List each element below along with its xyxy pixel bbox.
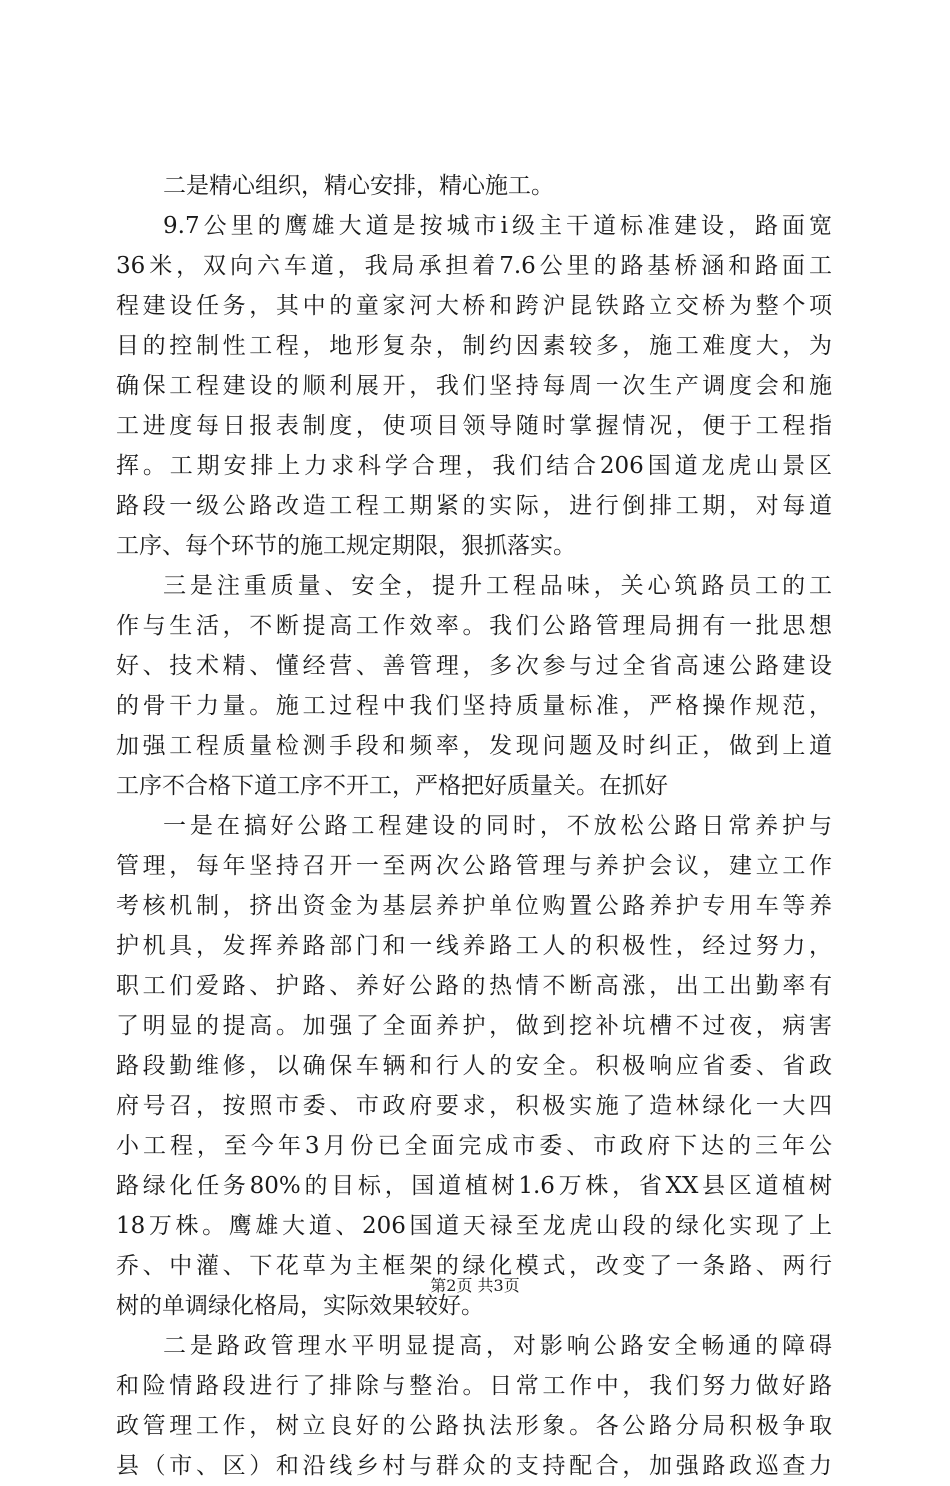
paragraph	[116, 206, 832, 566]
text-line: 二是路政管理水平明显提高，对影响公路安全畅通的障碍	[163, 1333, 832, 1359]
text-line: 挥。工期安排上力求科学合理，我们结合206国道龙虎山景区	[116, 453, 832, 479]
text-line: 县（市、区）和沿线乡村与群众的支持配合，加强路政巡查力	[116, 1453, 832, 1479]
paragraph	[116, 1326, 832, 1486]
text-line: 小工程，至今年3月份已全面完成市委、市政府下达的三年公	[116, 1133, 832, 1159]
text-line: 路绿化任务80%的目标，国道植树1.6万株，省XX县区道植树	[116, 1173, 832, 1199]
text-line: 乔、中灌、下花草为主框架的绿化模式，改变了一条路、两行	[116, 1253, 832, 1279]
text-line: 一是在搞好公路工程建设的同时，不放松公路日常养护与	[163, 813, 832, 839]
text-line: 加强工程质量检测手段和频率，发现问题及时纠正，做到上道	[116, 733, 832, 759]
text-line: 的骨干力量。施工过程中我们坚持质量标准，严格操作规范，	[116, 693, 832, 719]
text-line: 确保工程建设的顺利展开，我们坚持每周一次生产调度会和施	[116, 373, 832, 399]
text-line: 好、技术精、懂经营、善管理，多次参与过全省高速公路建设	[116, 653, 832, 679]
text-line: 考核机制，挤出资金为基层养护单位购置公路养护专用车等养	[116, 893, 832, 919]
paragraph	[116, 566, 832, 806]
text-line: 36米，双向六车道，我局承担着7.6公里的路基桥涵和路面工	[116, 253, 832, 279]
text-line: 管理，每年坚持召开一至两次公路管理与养护会议，建立工作	[116, 853, 832, 879]
text-line: 和险情路段进行了排除与整治。日常工作中，我们努力做好路	[116, 1373, 832, 1399]
text-line: 程建设任务，其中的童家河大桥和跨沪昆铁路立交桥为整个项	[116, 293, 832, 319]
text-line: 政管理工作，树立良好的公路执法形象。各公路分局积极争取	[116, 1413, 832, 1439]
text-line: 路段勤维修，以确保车辆和行人的安全。积极响应省委、省政	[116, 1053, 832, 1079]
text-line: 工序、每个环节的施工规定期限，狠抓落实。	[116, 533, 576, 559]
text-line: 树的单调绿化格局，实际效果较好。	[116, 1293, 484, 1319]
text-line: 府号召，按照市委、市政府要求，积极实施了造林绿化一大四	[116, 1093, 832, 1119]
text-line: 二是精心组织，精心安排，精心施工。	[163, 173, 554, 199]
text-line: 工进度每日报表制度，使项目领导随时掌握情况，便于工程指	[116, 413, 832, 439]
paragraph	[116, 166, 832, 206]
paragraph	[116, 806, 832, 1326]
text-line: 路段一级公路改造工程工期紧的实际，进行倒排工期，对每道	[116, 493, 832, 519]
text-line: 目的控制性工程，地形复杂，制约因素较多，施工难度大，为	[116, 333, 832, 359]
text-line: 9.7公里的鹰雄大道是按城市ⅰ级主干道标准建设，路面宽	[163, 213, 832, 239]
text-line: 护机具，发挥养路部门和一线养路工人的积极性，经过努力，	[116, 933, 832, 959]
text-line: 了明显的提高。加强了全面养护，做到挖补坑槽不过夜，病害	[116, 1013, 832, 1039]
text-line: 18万株。鹰雄大道、206国道天禄至龙虎山段的绿化实现了上	[116, 1213, 832, 1239]
text-line: 职工们爱路、护路、养好公路的热情不断高涨，出工出勤率有	[116, 973, 832, 999]
text-line: 工序不合格下道工序不开工，严格把好质量关。在抓好	[116, 773, 668, 799]
text-line: 作与生活，不断提高工作效率。我们公路管理局拥有一批思想	[116, 613, 832, 639]
page-footer: 第2页 共3页	[430, 1276, 520, 1295]
text-line: 三是注重质量、安全，提升工程品味，关心筑路员工的工	[163, 573, 832, 599]
